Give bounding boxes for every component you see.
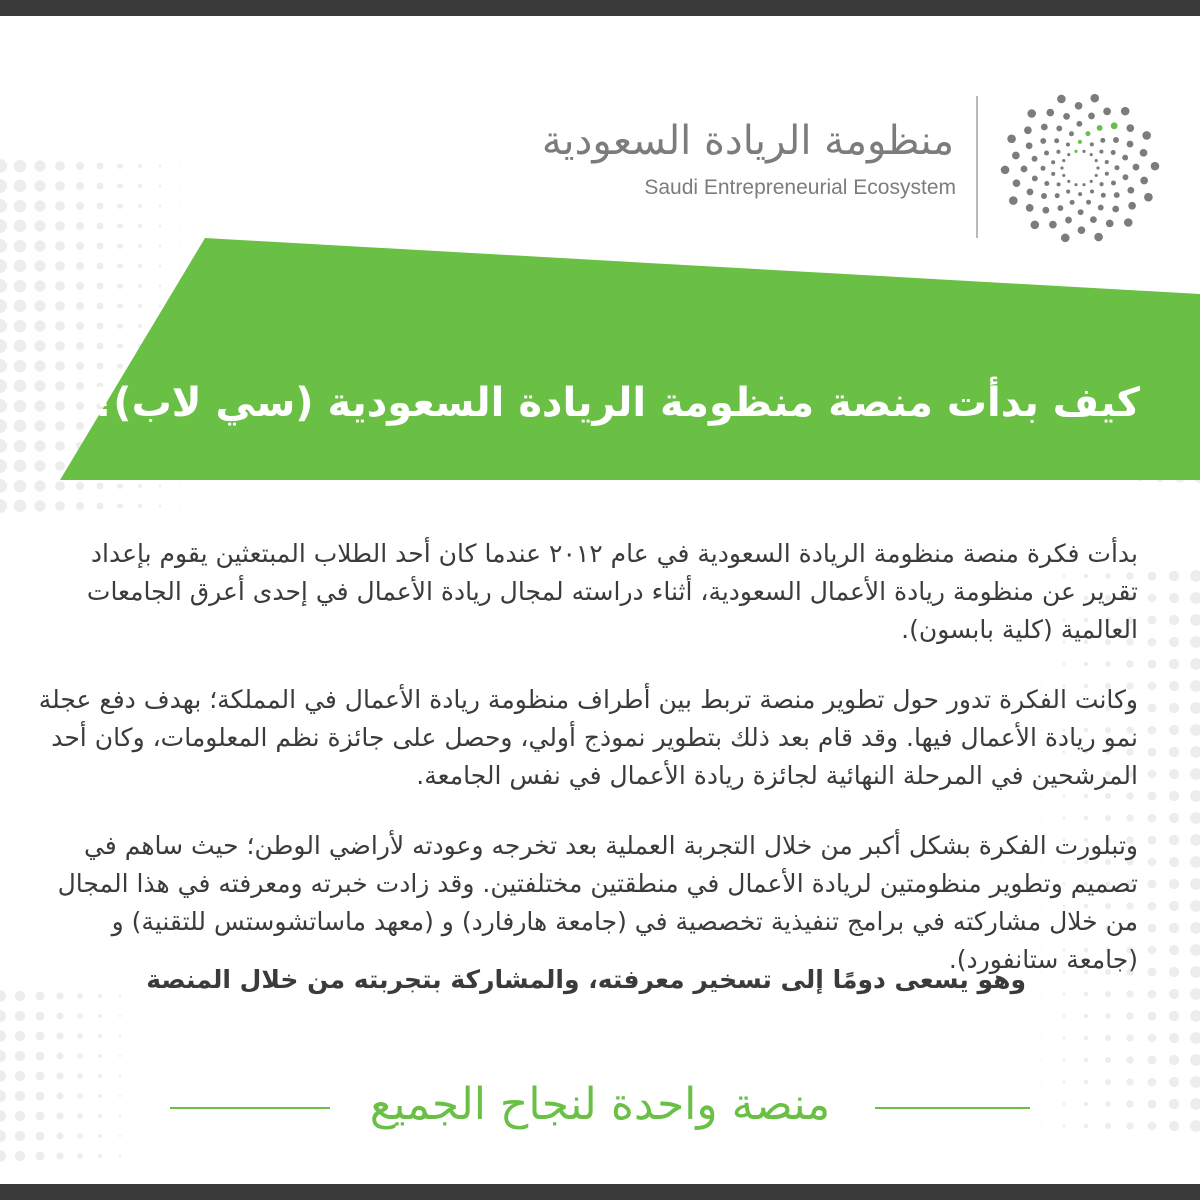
bottom-border-bar	[0, 1184, 1200, 1200]
brand-name-english: Saudi Entrepreneurial Ecosystem	[644, 176, 956, 199]
slogan: منصة واحدة لنجاح الجميع	[369, 1079, 831, 1130]
top-border-bar	[0, 0, 1200, 16]
dotted-spiral-logo-icon	[995, 88, 1165, 248]
slogan-divider-right	[875, 1107, 1030, 1109]
slogan-divider-left	[170, 1107, 330, 1109]
paragraph-2: وكانت الفكرة تدور حول تطوير منصة تربط بين أطراف منظومة ريادة الأعمال في المملكة؛ بهدف دفع عجلة نمو ريادة الأعمال فيها. وقد قام بعد ذلك بتطوير نموذج أولي، وحصل على جائزة نظم المعلومات، وكان أحد المرشحين في المرحلة النهائية لجائزة ريادة الأعمال في نفس الجامعة.	[38, 685, 1138, 790]
paragraph-3: وتبلورت الفكرة بشكل أكبر من خلال التجربة العملية بعد تخرجه وعودته لأراضي الوطن؛ حيث ساهم في تصميم وتطوير منظومتين لريادة الأعمال في منطقتين مختلفتين. وقد زادت خبرته ومعرفته في هذا المجال من خلال مشاركته في برامج تنفيذية تخصصية في (جامعة هارفارد) و (معهد ماساتشوستس للتقنية) و (جامعة ستانفورد).	[57, 831, 1138, 974]
green-banner-shape	[60, 238, 1200, 480]
slogan-row	[0, 1075, 1200, 1145]
brand-name-arabic: منظومة الريادة السعودية	[541, 118, 954, 164]
tagline: وهو يسعى دومًا إلى تسخير معرفته، والمشاركة بتجربته من خلال المنصة	[146, 965, 1026, 994]
page-title: كيف بدأت منصة منظومة الريادة السعودية (سي لاب)؟	[90, 380, 1140, 426]
article-body	[38, 535, 1138, 1011]
paragraph-1: بدأت فكرة منصة منظومة الريادة السعودية في عام ٢٠١٢ عندما كان أحد الطلاب المبتعثين يقوم بإعداد تقرير عن منظومة ريادة الأعمال السعودية، أثناء دراسته لمجال ريادة الأعمال في إحدى أعرق الجامعات العالمية (كلية بابسون).	[86, 539, 1138, 644]
logo-divider	[976, 96, 978, 238]
